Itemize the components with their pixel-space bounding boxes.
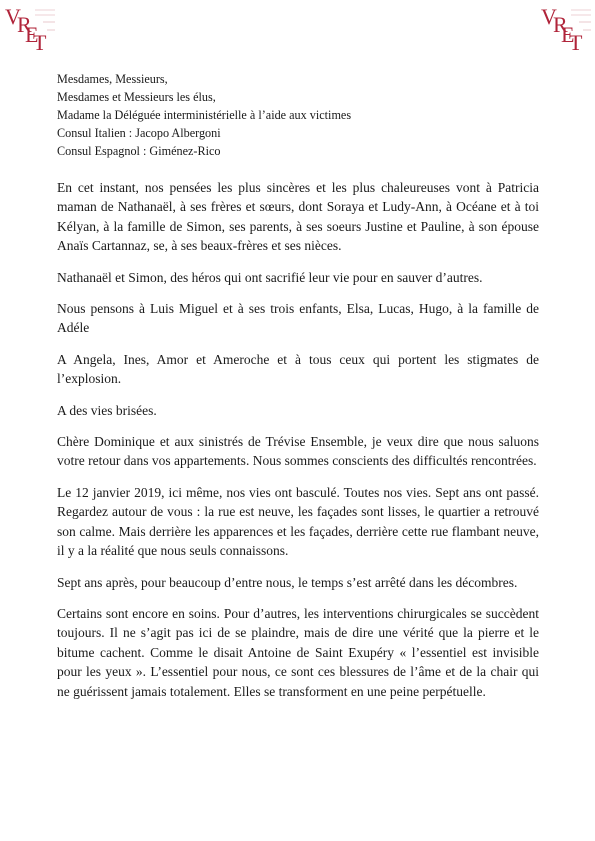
salutation-line: Consul Italien : Jacopo Albergoni (57, 126, 221, 140)
salutations (57, 70, 547, 160)
salutation-line: Mesdames, Messieurs, (57, 72, 168, 86)
paragraph: Nathanaël et Simon, des héros qui ont sacrifié leur vie pour en sauver d’autres. (57, 269, 483, 285)
salutation-line: Mesdames et Messieurs les élus, (57, 90, 216, 104)
logo-left (5, 2, 57, 52)
svg-text:T: T (33, 30, 47, 52)
paragraph: Le 12 janvier 2019, ici même, nos vies ont basculé. Toutes nos vies. Sept ans ont passé. Regardez autour de vous : la rue est neuve, les façades sont lisses, le quartier a retrouvé son calme. Mais derrière les apparences et les façades, derrière cette rue flambant neuve, il y a la réalité que nous seuls connaissons. (57, 484, 539, 559)
svg-text:E: E (25, 22, 39, 47)
paragraph: A Angela, Ines, Amor et Ameroche et à tous ceux qui portent les stigmates de l’explosion. (57, 351, 539, 387)
paragraph: Sept ans après, pour beaucoup d’entre nous, le temps s’est arrêté dans les décombres. (57, 574, 518, 590)
salutation-line: Madame la Déléguée interministérielle à l’aide aux victimes (57, 108, 352, 122)
svg-text:R: R (17, 12, 32, 37)
paragraph: A des vies brisées. (57, 402, 157, 418)
svg-text:E: E (561, 22, 575, 47)
vret-logo-icon (541, 2, 593, 52)
svg-text:T: T (569, 30, 583, 52)
paragraph: Certains sont encore en soins. Pour d’autres, les interventions chirurgicales se succèdent toujours. Il ne s’agit pas ici de se plaindre, mais de dire une vérité que la pierre et le bitume cachent. Comme le disait Antoine de Saint Exupéry « l’essentiel est invisible pour les yeux ». L’essentiel pour nous, ce sont ces blessures de l’âme et de la chair qui ne guérissent jamais totalement. Elles se transforment en une peine perpétuelle. (57, 605, 539, 699)
svg-text:V: V (5, 4, 21, 29)
logo-right (541, 2, 593, 52)
vret-logo-icon (5, 2, 57, 52)
paragraph: En cet instant, nos pensées les plus sincères et les plus chaleureuses vont à Patricia maman de Nathanaël, à ses frères et sœurs, dont Soraya et Ludy-Ann, à Océane et à toi Kélyan, à la famille de Simon, ses parents, à ses soeurs Justine et Pauline, à son épouse Anaïs Cartannaz, se, à ses beaux-frères et ses nièces. (57, 180, 539, 254)
svg-text:V: V (541, 4, 557, 29)
paragraph: Nous pensons à Luis Miguel et à ses trois enfants, Elsa, Lucas, Hugo, à la famille de Adéle (57, 301, 539, 336)
svg-text:R: R (553, 12, 568, 37)
speech-body (57, 178, 539, 713)
paragraph: Chère Dominique et aux sinistrés de Trévise Ensemble, je veux dire que nous saluons votre retour dans vos appartements. Nous sommes conscients des difficultés rencontrées. (57, 434, 539, 469)
salutation-line: Consul Espagnol : Giménez-Rico (57, 144, 221, 158)
